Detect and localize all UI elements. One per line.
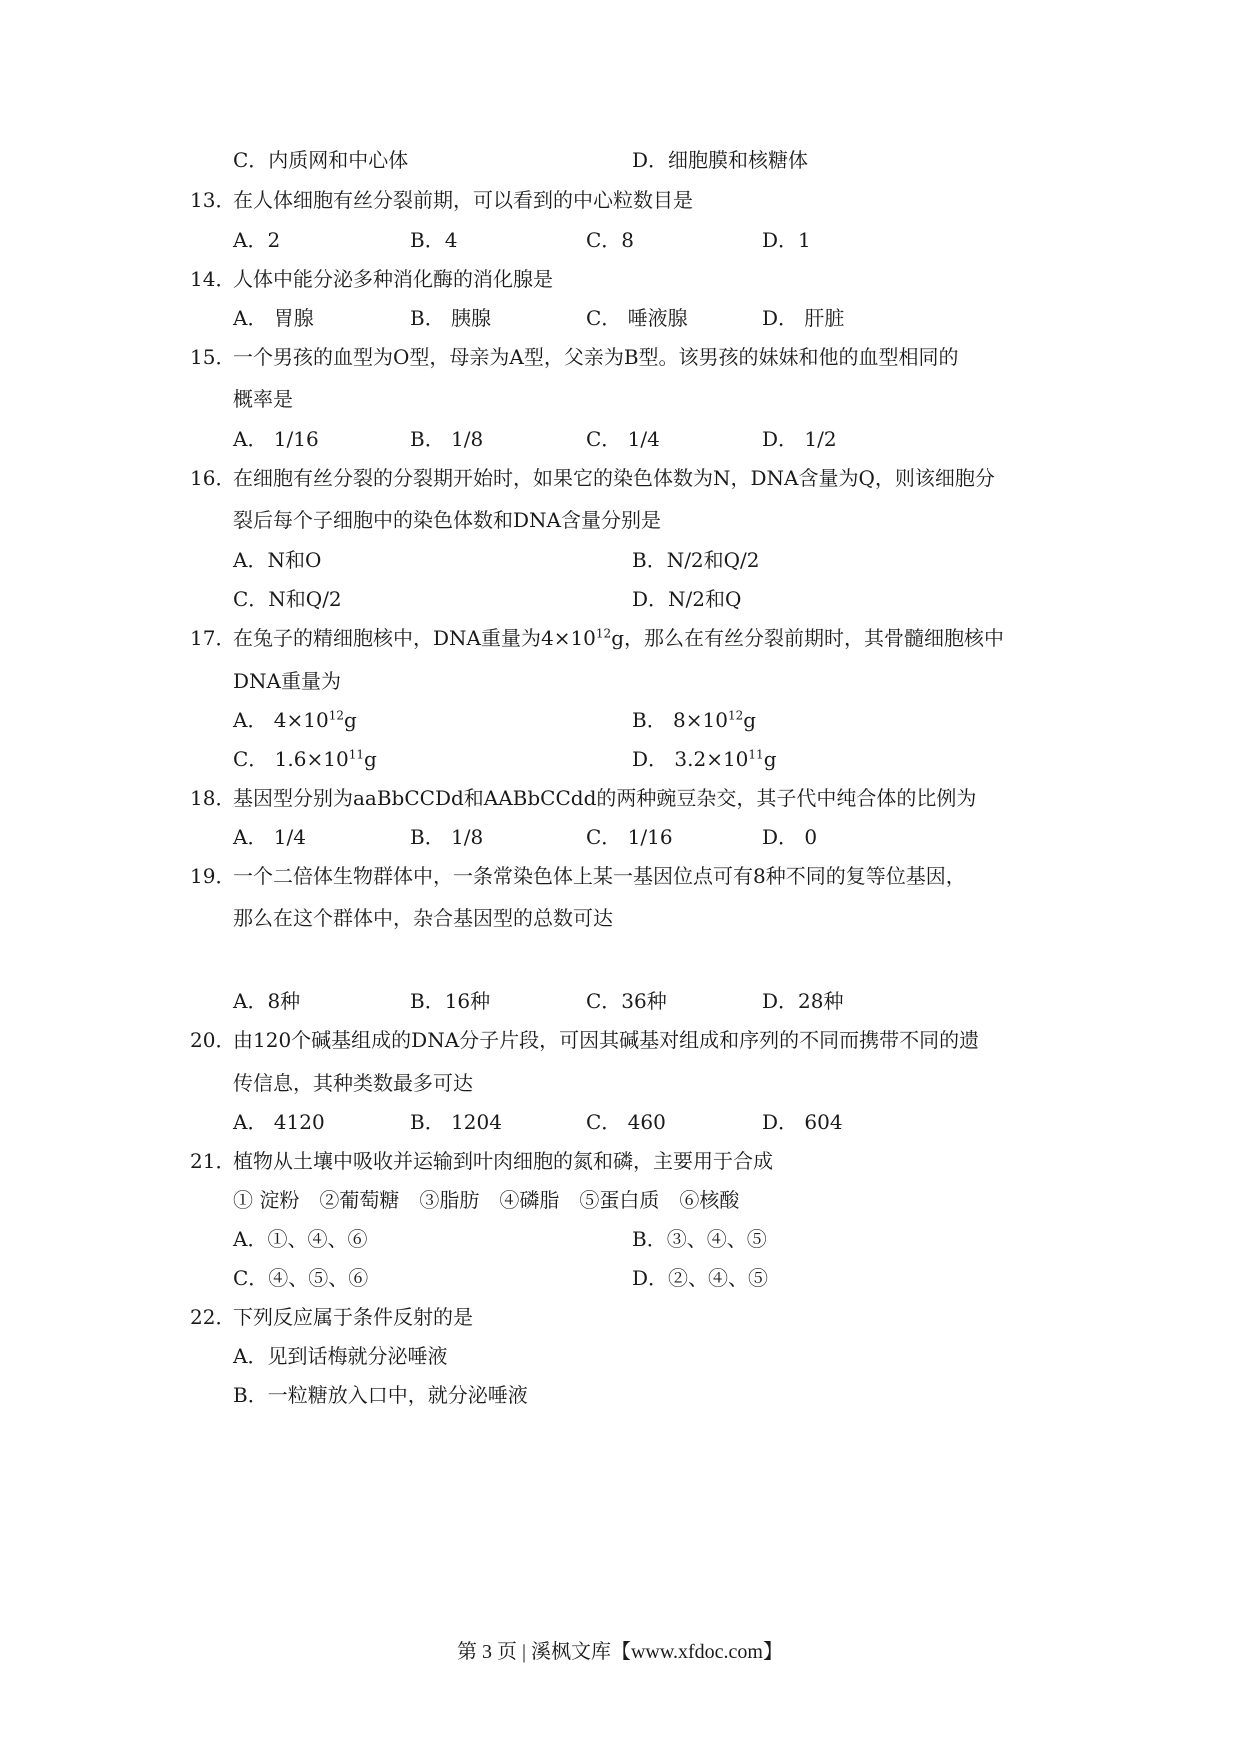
q14-option-a: A． 胃腺 [233,306,314,330]
q18-option-c: C． 1/16 [586,825,673,849]
q19-option-c: C．36种 [586,989,667,1013]
q17-option-d-base: D． 3.2×10 [632,747,749,771]
q13-option-b: B．4 [410,228,458,252]
q13-option-a: A．2 [233,228,281,252]
q15-option-b: B． 1/8 [410,427,484,451]
q20-stem-line2: 传信息，其种类数最多可达 [233,1071,473,1095]
q22-option-a: A．见到话梅就分泌唾液 [233,1344,448,1368]
q17-stem-exponent: 12 [595,626,612,641]
q16-option-b: B．N/2和Q/2 [632,548,760,572]
q14-option-c: C． 唾液腺 [586,306,688,330]
q16-stem-line2: 裂后每个子细胞中的染色体数和DNA含量分别是 [233,508,661,532]
q22-stem: 下列反应属于条件反射的是 [233,1305,473,1329]
q18-option-a: A． 1/4 [233,825,306,849]
q17-option-c [233,746,377,772]
q20-stem-line1: 由120个碱基组成的DNA分子片段，可因其碱基对组成和序列的不同而携带不同的遗 [233,1028,980,1052]
q15-stem-line2: 概率是 [233,387,293,411]
q18-option-d: D． 0 [762,825,818,849]
q17-stem-line2: DNA重量为 [233,669,341,693]
q17-option-a-unit: g [344,708,357,732]
q17-option-a [233,707,357,733]
q13-stem: 在人体细胞有丝分裂前期，可以看到的中心粒数目是 [233,188,693,212]
q16-number: 16． [190,466,236,490]
q21-option-d: D．②、④、⑤ [632,1266,769,1290]
q13-option-c: C．8 [586,228,635,252]
q18-option-b: B． 1/8 [410,825,484,849]
q15-number: 15． [190,345,236,369]
q17-option-b [632,707,756,733]
q21-option-b: B．③、④、⑤ [632,1227,767,1251]
q19-stem-line1: 一个二倍体生物群体中，一条常染色体上某一基因位点可有8种不同的复等位基因， [233,864,966,888]
q20-number: 20． [190,1028,236,1052]
q12-option-d: D．细胞膜和核糖体 [632,148,809,172]
q21-stem: 植物从土壤中吸收并运输到叶肉细胞的氮和磷，主要用于合成 [233,1149,773,1173]
q18-stem: 基因型分别为aaBbCCDd和AABbCCdd的两种豌豆杂交，其子代中纯合体的比例为 [233,786,977,810]
q16-option-c: C．N和Q/2 [233,587,342,611]
q17-option-a-base: A． 4×10 [233,708,329,732]
q19-option-b: B．16种 [410,989,491,1013]
q20-option-a: A． 4120 [233,1110,325,1134]
q22-number: 22． [190,1305,236,1329]
q16-option-d: D．N/2和Q [632,587,742,611]
q17-option-c-unit: g [363,747,377,771]
q17-option-c-exp: 11 [348,747,364,762]
q17-option-b-unit: g [743,708,757,732]
q13-number: 13． [190,188,236,212]
q15-stem-line1: 一个男孩的血型为O型，母亲为A型，父亲为B型。该男孩的妹妹和他的血型相同的 [233,345,959,369]
q19-option-a: A．8种 [233,989,301,1013]
q16-option-a: A．N和O [233,548,322,572]
q17-option-c-base: C． 1.6×10 [233,747,349,771]
q21-option-c: C．④、⑤、⑥ [233,1266,369,1290]
q17-stem-text-b: g，那么在有丝分裂前期时，其骨髓细胞核中 [611,626,1005,650]
q20-option-d: D． 604 [762,1110,843,1134]
q14-option-d: D． 肝脏 [762,306,845,330]
q20-option-c: C． 460 [586,1110,666,1134]
q21-number: 21． [190,1149,236,1173]
q17-stem-line1 [233,625,1004,651]
q15-option-d: D． 1/2 [762,427,837,451]
q14-option-b: B． 胰腺 [410,306,492,330]
q21-items: ① 淀粉 ②葡萄糖 ③脂肪 ④磷脂 ⑤蛋白质 ⑥核酸 [233,1188,740,1212]
q19-number: 19． [190,864,236,888]
q19-option-d: D．28种 [762,989,844,1013]
q19-stem-line2: 那么在这个群体中，杂合基因型的总数可达 [233,906,613,930]
q17-option-d-exp: 11 [748,747,764,762]
q17-option-b-base: B． 8×10 [632,708,728,732]
q15-option-a: A． 1/16 [233,427,319,451]
q17-option-a-exp: 12 [328,708,345,723]
q12-option-c: C．内质网和中心体 [233,148,409,172]
q21-option-a: A．①、④、⑥ [233,1227,368,1251]
q15-option-c: C． 1/4 [586,427,660,451]
q13-option-d: D．1 [762,228,811,252]
page-footer: 第 3 页 | 溪枫文库【www.xfdoc.com】 [456,1641,783,1663]
q17-option-b-exp: 12 [728,708,744,723]
q17-option-d [632,746,777,772]
q17-option-d-unit: g [763,747,777,771]
q20-option-b: B． 1204 [410,1110,502,1134]
q18-number: 18． [190,786,236,810]
q14-number: 14． [190,267,236,291]
q14-stem: 人体中能分泌多种消化酶的消化腺是 [233,267,553,291]
q17-number: 17． [190,626,236,650]
q16-stem-line1: 在细胞有丝分裂的分裂期开始时，如果它的染色体数为N，DNA含量为Q，则该细胞分 [233,466,995,490]
q22-option-b: B．一粒糖放入口中，就分泌唾液 [233,1383,528,1407]
q17-stem-text-a: 在兔子的精细胞核中，DNA重量为4×10 [233,626,596,650]
